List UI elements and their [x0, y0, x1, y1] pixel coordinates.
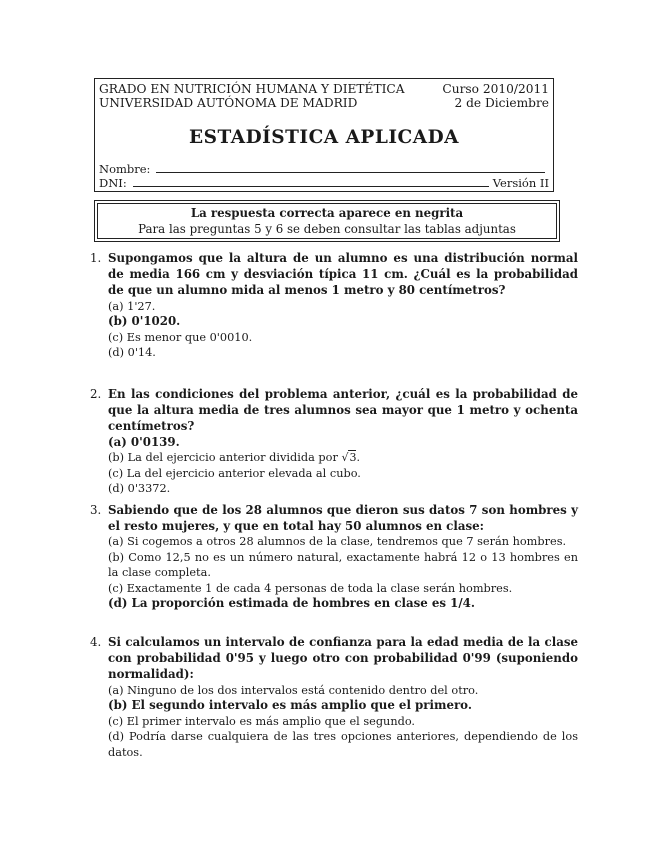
- option-b-correct: (b) 0'1020.: [108, 314, 181, 329]
- option-b-text: (b) La del ejercicio anterior dividida por: [108, 451, 338, 465]
- exam-date: 2 de Diciembre: [454, 96, 549, 110]
- question-3: [90, 502, 578, 612]
- question-text: Si calculamos un intervalo de confianza para la edad media de la clase con probabilidad 0'95 y luego otro con probabilidad 0'99 (suponiendo normalidad):: [108, 635, 578, 682]
- name-field[interactable]: [99, 162, 549, 176]
- option-d: (d) 0'14.: [108, 346, 156, 360]
- question-text: Sabiendo que de los 28 alumnos que dieron sus datos 7 son hombres y el resto mujeres, y que en total hay 50 alumnos en clase:: [108, 503, 578, 534]
- option-c: (c) La del ejercicio anterior elevada al cubo.: [108, 466, 361, 480]
- option-a: (a) Ninguno de los dos intervalos está contenido dentro del otro.: [108, 683, 479, 697]
- dni-field[interactable]: [99, 176, 549, 190]
- option-c: (c) Exactamente 1 de cada 4 personas de toda la clase serán hombres.: [108, 581, 513, 595]
- question-4: [90, 634, 578, 760]
- option-a: (a) 1'27.: [108, 299, 156, 313]
- question-number: 2.: [90, 387, 102, 401]
- question-text: En las condiciones del problema anterior, ¿cuál es la probabilidad de que la altura media de tres alumnos sea mayor que 1 metro y ochenta centímetros?: [108, 387, 578, 434]
- question-text: Supongamos que la altura de un alumno es una distribución normal de media 166 cm y desviación típica 11 cm. ¿Cuál es la probabilidad de que un alumno mida al menos 1 metro y 80 centímetros?: [108, 251, 578, 298]
- option-b: [108, 450, 578, 466]
- degree-name: GRADO EN NUTRICIÓN HUMANA Y DIETÉTICA: [99, 82, 405, 96]
- option-c: (c) Es menor que 0'0010.: [108, 330, 253, 344]
- sqrt-expression: √3.: [341, 451, 360, 465]
- name-label: Nombre:: [99, 162, 151, 176]
- notice-correct-answer: La respuesta correcta aparece en negrita: [190, 206, 464, 220]
- university-name: UNIVERSIDAD AUTÓNOMA DE MADRID: [99, 96, 358, 110]
- notice-tables: Para las preguntas 5 y 6 se deben consultar las tablas adjuntas: [138, 222, 516, 236]
- option-a: (a) Si cogemos a otros 28 alumnos de la clase, tendremos que 7 serán hombres.: [108, 535, 567, 549]
- version-label: Versión II: [492, 176, 549, 190]
- option-d: (d) 0'3372.: [108, 482, 171, 496]
- sqrt-value: 3: [349, 451, 357, 465]
- option-c: (c) El primer intervalo es más amplio que el segundo.: [108, 714, 416, 728]
- notice-box: [94, 200, 560, 242]
- question-number: 4.: [90, 635, 102, 649]
- notice-inner: [97, 203, 557, 239]
- name-blank-line[interactable]: [156, 171, 545, 173]
- dni-blank-line[interactable]: [133, 185, 489, 187]
- question-1: [90, 250, 578, 361]
- dni-label: DNI:: [99, 176, 127, 190]
- exam-header: [94, 78, 554, 192]
- question-2: [90, 386, 578, 497]
- course-year: Curso 2010/2011: [442, 82, 549, 96]
- question-number: 1.: [90, 251, 102, 265]
- option-b-correct: (b) El segundo intervalo es más amplio que el primero.: [108, 698, 472, 713]
- question-number: 3.: [90, 503, 102, 517]
- option-a-correct: (a) 0'0139.: [108, 434, 180, 449]
- option-d: (d) Podría darse cualquiera de las tres opciones anteriores, dependiendo de los datos.: [108, 730, 578, 759]
- option-b: (b) Como 12,5 no es un número natural, exactamente habrá 12 o 13 hombres en la clase completa.: [108, 550, 578, 580]
- option-d-correct: (d) La proporción estimada de hombres en clase es 1/4.: [108, 596, 475, 611]
- page-title: ESTADÍSTICA APLICADA: [189, 127, 459, 148]
